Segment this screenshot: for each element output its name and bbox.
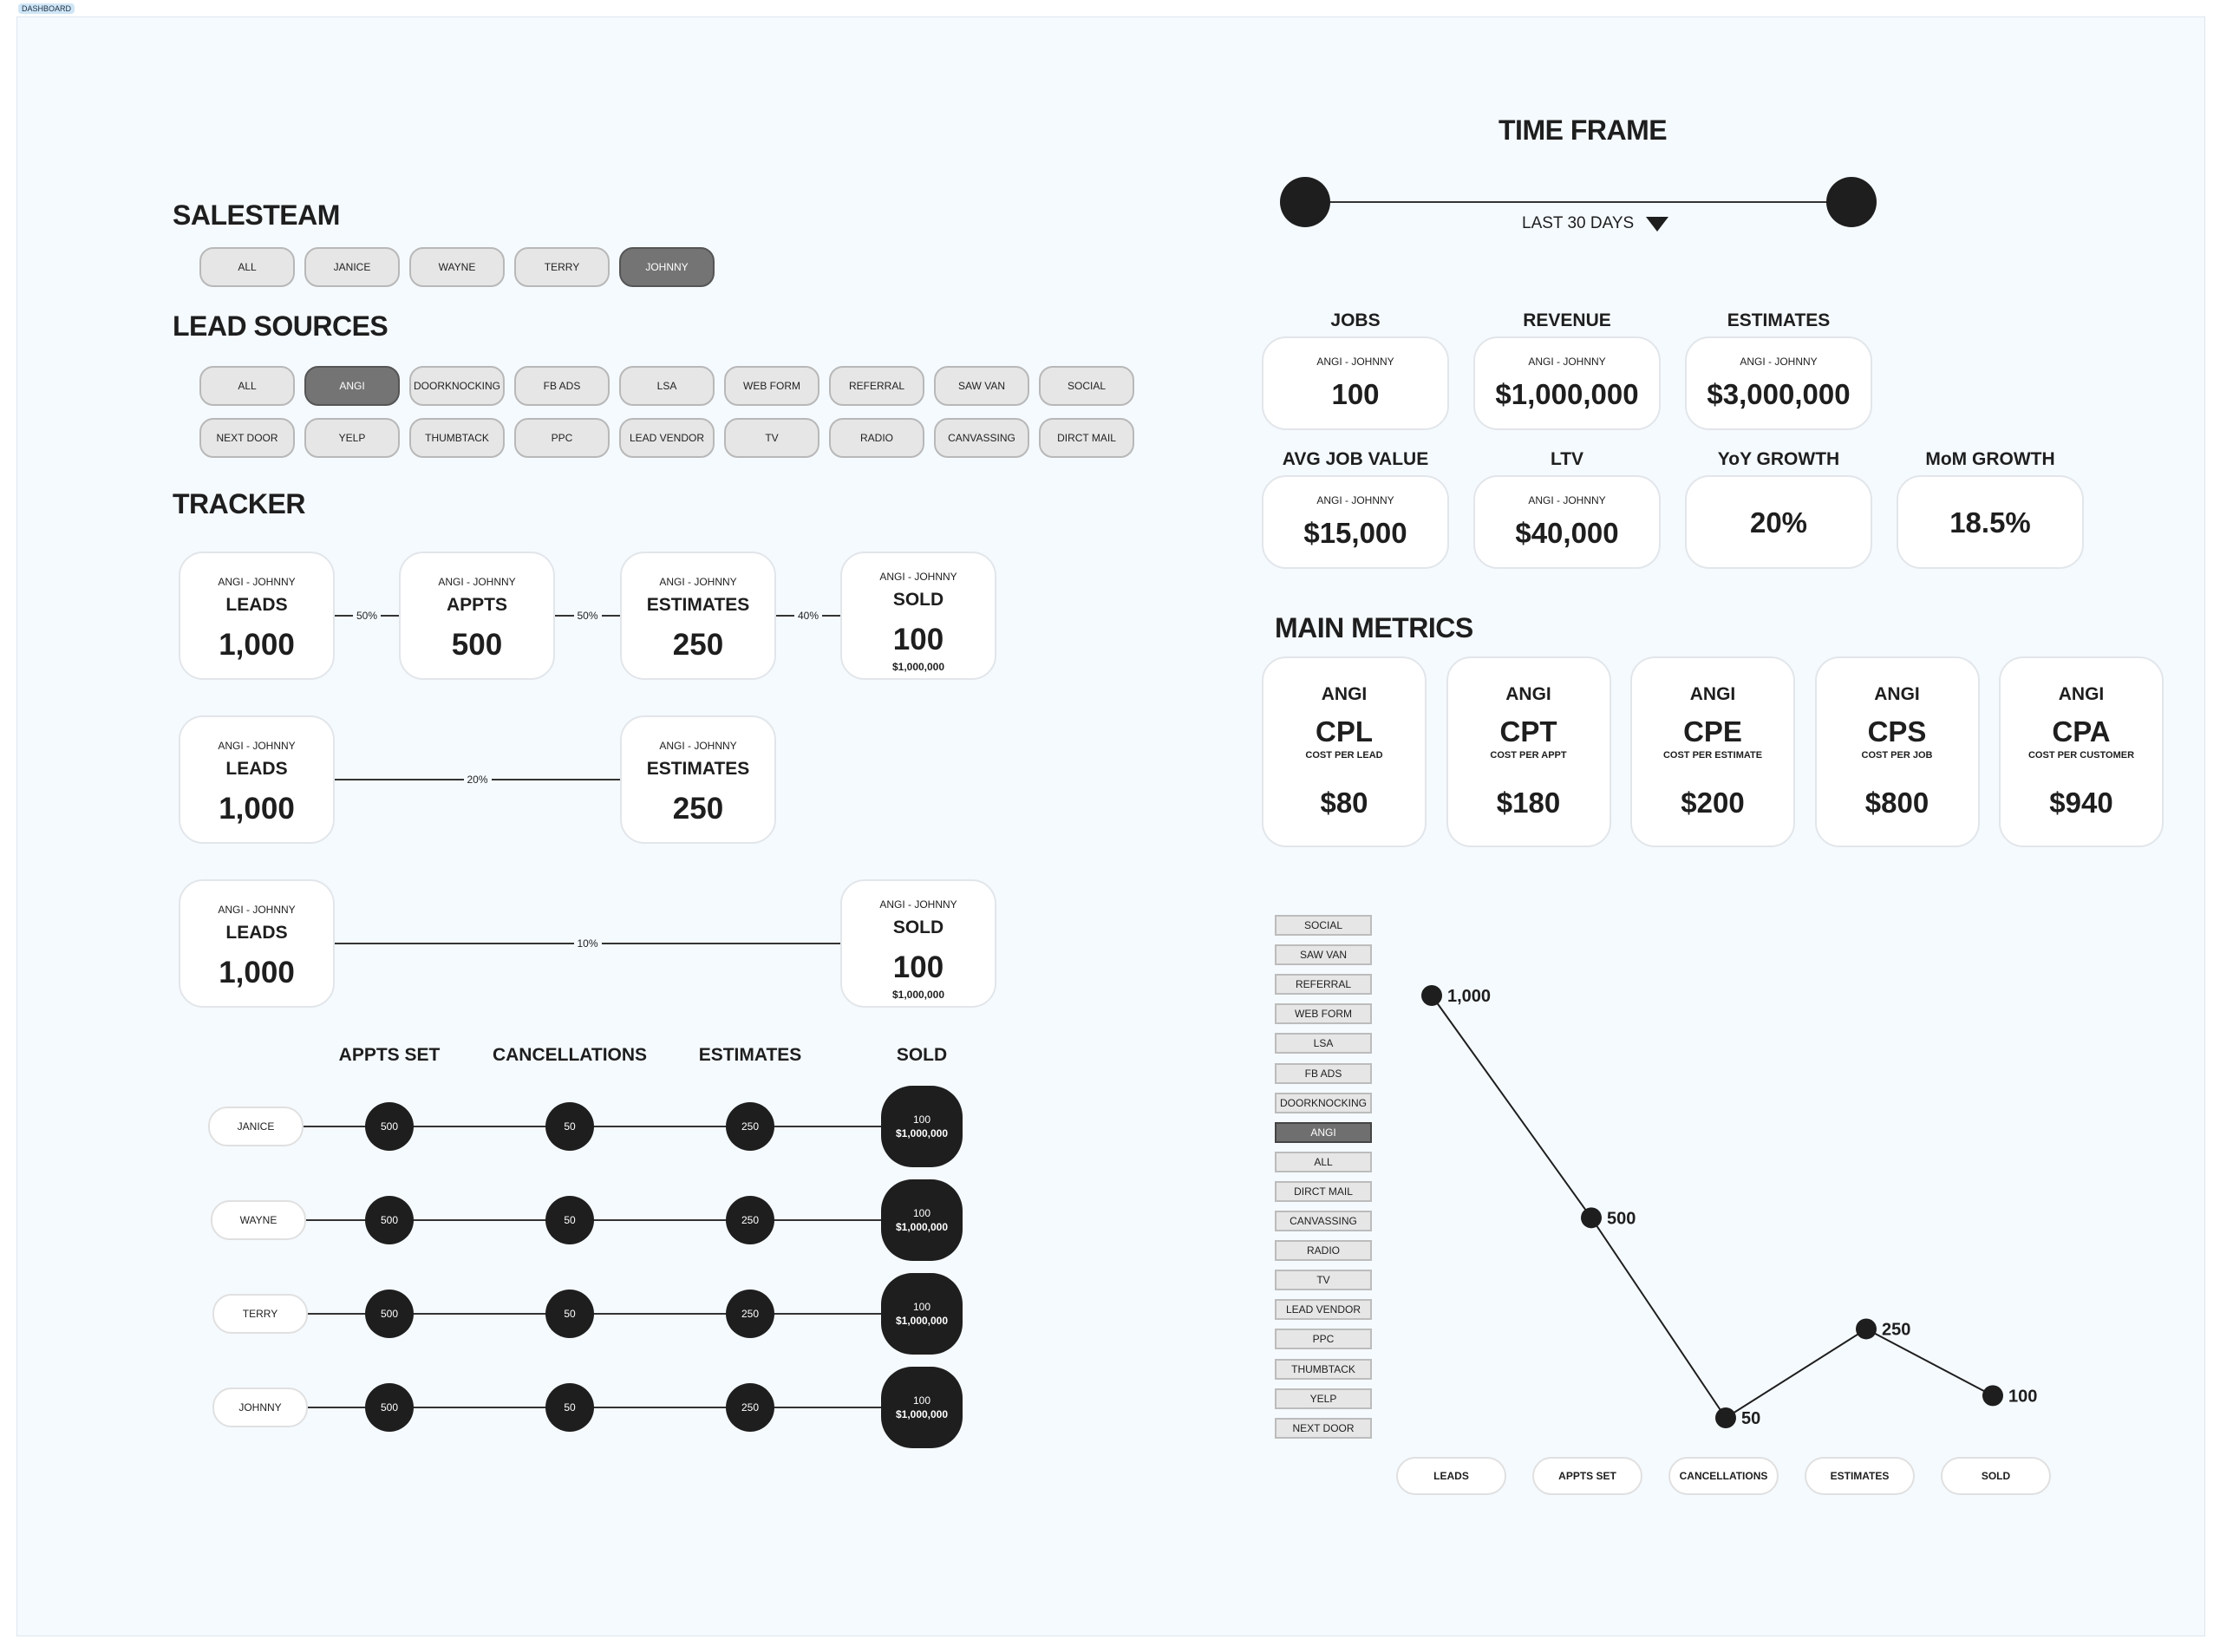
metric-description: COST PER APPT: [1490, 750, 1567, 761]
rep-sold-count: 100: [912, 1113, 931, 1126]
rep-name-terry[interactable]: TERRY: [212, 1294, 308, 1334]
kpi-revenue-label: REVENUE: [1523, 310, 1611, 330]
metric-value: $180: [1496, 787, 1561, 819]
tracker-card-estimates: [620, 715, 776, 844]
tracker-card-value: 100: [892, 950, 944, 984]
metric-code: CPA: [2052, 715, 2111, 748]
lead-source-saw-van[interactable]: SAW VAN: [934, 366, 1029, 406]
rep-cancellations: 50: [545, 1196, 594, 1244]
tracker-card-label: SOLD: [892, 917, 944, 937]
tracker-card-leads: [179, 552, 335, 680]
chart-source-yelp[interactable]: YELP: [1275, 1388, 1372, 1409]
time-frame-slider-track: [1305, 201, 1851, 203]
lead-source-lsa[interactable]: LSA: [619, 366, 715, 406]
chart-source-dirct-mail[interactable]: DIRCT MAIL: [1275, 1181, 1372, 1202]
rep-sold: [881, 1086, 963, 1167]
tracker-card-appts: [399, 552, 555, 680]
metric-value: $200: [1681, 787, 1745, 819]
tracker-card-value: 250: [672, 628, 724, 662]
salesteam-option-terry[interactable]: TERRY: [514, 247, 610, 287]
metric-card-cps: [1815, 656, 1980, 847]
salesteam-title: SALESTEAM: [173, 199, 340, 231]
lead-source-next-door[interactable]: NEXT DOOR: [199, 418, 295, 458]
tracker-conversion-rate: 40%: [794, 610, 822, 622]
rep-sold-count: 100: [912, 1207, 931, 1219]
rep-name-wayne[interactable]: WAYNE: [211, 1200, 306, 1240]
rep-appts-set: 500: [365, 1290, 414, 1338]
lead-source-all[interactable]: ALL: [199, 366, 295, 406]
metric-card-cpa: [1999, 656, 2164, 847]
kpi-revenue: [1473, 336, 1661, 430]
rep-sold-amount: $1,000,000: [895, 1408, 949, 1420]
tracker-card-value: 1,000: [219, 792, 295, 826]
tracker-card-label: ESTIMATES: [646, 595, 750, 615]
tracker-card-estimates: [620, 552, 776, 680]
metric-source: ANGI: [2058, 684, 2105, 704]
rep-sold-amount: $1,000,000: [895, 1315, 949, 1327]
kpi-avg-job-value-label: AVG JOB VALUE: [1282, 449, 1429, 469]
time-frame-title: TIME FRAME: [1498, 114, 1668, 146]
metric-description: COST PER CUSTOMER: [2027, 750, 2135, 761]
chart-data-label: 500: [1607, 1209, 1636, 1229]
chart-data-label: 1,000: [1447, 987, 1492, 1006]
chart-source-radio[interactable]: RADIO: [1275, 1240, 1372, 1261]
kpi-jobs-subtitle: ANGI - JOHNNY: [1316, 356, 1394, 368]
rep-estimates: 250: [726, 1196, 774, 1244]
tracker-conversion-rate: 50%: [353, 610, 381, 622]
tracker-card-subtitle: ANGI - JOHNNY: [218, 904, 296, 916]
rep-estimates: 250: [726, 1102, 774, 1151]
kpi-estimates: [1685, 336, 1872, 430]
lead-source-social[interactable]: SOCIAL: [1039, 366, 1134, 406]
lead-source-fb-ads[interactable]: FB ADS: [514, 366, 610, 406]
main-metrics-title: MAIN METRICS: [1275, 612, 1473, 643]
rep-cancellations: 50: [545, 1290, 594, 1338]
kpi-jobs-label: JOBS: [1330, 310, 1381, 330]
kpi-jobs-value: 100: [1331, 378, 1380, 410]
tracker-card-subtitle: ANGI - JOHNNY: [879, 571, 957, 583]
chevron-down-icon: [1646, 217, 1668, 232]
chart-data-label: 50: [1741, 1409, 1761, 1428]
rep-sold: [881, 1273, 963, 1355]
lead-source-canvassing[interactable]: CANVASSING: [934, 418, 1029, 458]
kpi-ltv-label: LTV: [1550, 449, 1584, 469]
chart-source-ppc[interactable]: PPC: [1275, 1329, 1372, 1349]
lead-source-doorknocking[interactable]: DOORKNOCKING: [409, 366, 505, 406]
chart-data-label: 100: [2008, 1387, 2038, 1407]
lead-source-tv[interactable]: TV: [724, 418, 819, 458]
frame-tag: DASHBOARD: [18, 3, 75, 14]
kpi-yoy-growth: [1685, 475, 1872, 569]
kpi-estimates-label: ESTIMATES: [1727, 310, 1831, 330]
tracker-card-subtitle: ANGI - JOHNNY: [438, 576, 516, 588]
salesteam-option-wayne[interactable]: WAYNE: [409, 247, 505, 287]
tracker-card-label: ESTIMATES: [646, 759, 750, 779]
salesteam-option-all[interactable]: ALL: [199, 247, 295, 287]
lead-sources-title: LEAD SOURCES: [173, 310, 388, 342]
chart-source-next-door[interactable]: NEXT DOOR: [1275, 1418, 1372, 1439]
metric-code: CPE: [1683, 715, 1742, 748]
chart-source-referral[interactable]: REFERRAL: [1275, 974, 1372, 995]
tracker-conversion-rate: 20%: [463, 774, 491, 786]
chart-source-fb-ads[interactable]: FB ADS: [1275, 1063, 1372, 1084]
tracker-card-value: 500: [451, 628, 503, 662]
metric-value: $940: [2049, 787, 2113, 819]
rep-table-header-sold: SOLD: [896, 1045, 948, 1065]
tracker-card-label: LEADS: [225, 595, 288, 615]
rep-estimates: 250: [726, 1290, 774, 1338]
kpi-revenue-value: $1,000,000: [1495, 378, 1639, 410]
chart-x-button-sold[interactable]: SOLD: [1941, 1457, 2051, 1495]
kpi-avg-job-value-value: $15,000: [1303, 517, 1407, 549]
chart-source-saw-van[interactable]: SAW VAN: [1275, 944, 1372, 965]
lead-source-dirct-mail[interactable]: DIRCT MAIL: [1039, 418, 1134, 458]
chart-source-all[interactable]: ALL: [1275, 1152, 1372, 1172]
kpi-mom-growth: [1897, 475, 2084, 569]
metric-source: ANGI: [1689, 684, 1736, 704]
tracker-card-sold: [840, 552, 996, 680]
rep-appts-set: 500: [365, 1383, 414, 1432]
kpi-jobs: [1262, 336, 1449, 430]
metric-description: COST PER LEAD: [1305, 750, 1383, 761]
rep-cancellations: 50: [545, 1383, 594, 1432]
tracker-conversion-rate: 50%: [573, 610, 601, 622]
metric-value: $800: [1864, 787, 1929, 819]
rep-name-janice[interactable]: JANICE: [208, 1107, 304, 1146]
chart-x-button-estimates[interactable]: ESTIMATES: [1805, 1457, 1915, 1495]
chart-source-doorknocking[interactable]: DOORKNOCKING: [1275, 1093, 1372, 1113]
rep-sold: [881, 1179, 963, 1261]
kpi-estimates-subtitle: ANGI - JOHNNY: [1740, 356, 1818, 368]
rep-sold-count: 100: [912, 1301, 931, 1313]
metric-card-cpt: [1446, 656, 1611, 847]
salesteam-option-janice[interactable]: JANICE: [304, 247, 400, 287]
tracker-card-subtitle: ANGI - JOHNNY: [659, 740, 737, 752]
lead-source-ppc[interactable]: PPC: [514, 418, 610, 458]
chart-source-angi[interactable]: ANGI: [1275, 1122, 1372, 1143]
salesteam-option-johnny[interactable]: JOHNNY: [619, 247, 715, 287]
chart-source-web-form[interactable]: WEB FORM: [1275, 1003, 1372, 1024]
tracker-card-value: 1,000: [219, 956, 295, 989]
chart-source-thumbtack[interactable]: THUMBTACK: [1275, 1359, 1372, 1380]
rep-sold-amount: $1,000,000: [895, 1127, 949, 1139]
tracker-card-value: 100: [892, 623, 944, 656]
tracker-card-subtitle: ANGI - JOHNNY: [218, 740, 296, 752]
tracker-card-amount: $1,000,000: [891, 661, 945, 673]
time-frame-dropdown[interactable]: [1522, 214, 1668, 233]
tracker-card-sold: [840, 879, 996, 1008]
metric-description: COST PER JOB: [1861, 750, 1933, 761]
kpi-mom-growth-value: 18.5%: [1949, 506, 2031, 539]
kpi-yoy-growth-value: 20%: [1749, 506, 1808, 539]
metric-card-cpe: [1630, 656, 1795, 847]
lead-source-angi[interactable]: ANGI: [304, 366, 400, 406]
tracker-card-leads: [179, 715, 335, 844]
lead-source-radio[interactable]: RADIO: [829, 418, 924, 458]
chart-source-tv[interactable]: TV: [1275, 1270, 1372, 1290]
chart-source-lsa[interactable]: LSA: [1275, 1033, 1372, 1054]
tracker-card-value: 250: [672, 792, 724, 826]
lead-source-yelp[interactable]: YELP: [304, 418, 400, 458]
tracker-card-label: LEADS: [225, 923, 288, 943]
rep-name-johnny[interactable]: JOHNNY: [212, 1388, 308, 1427]
time-frame-end-handle[interactable]: [1826, 177, 1877, 227]
chart-x-button-cancellations[interactable]: CANCELLATIONS: [1668, 1457, 1779, 1495]
metric-source: ANGI: [1874, 684, 1920, 704]
tracker-card-subtitle: ANGI - JOHNNY: [879, 898, 957, 911]
tracker-card-value: 1,000: [219, 628, 295, 662]
rep-table-header-estimates: ESTIMATES: [698, 1045, 802, 1065]
metric-source: ANGI: [1505, 684, 1551, 704]
rep-appts-set: 500: [365, 1102, 414, 1151]
tracker-card-label: SOLD: [892, 590, 944, 610]
chart-source-canvassing[interactable]: CANVASSING: [1275, 1211, 1372, 1231]
tracker-title: TRACKER: [173, 488, 305, 519]
kpi-yoy-growth-label: YoY GROWTH: [1717, 449, 1840, 469]
chart-source-lead-vendor[interactable]: LEAD VENDOR: [1275, 1299, 1372, 1320]
kpi-ltv: [1473, 475, 1661, 569]
metric-code: CPS: [1867, 715, 1927, 748]
chart-x-button-appts-set[interactable]: APPTS SET: [1532, 1457, 1642, 1495]
kpi-estimates-value: $3,000,000: [1707, 378, 1851, 410]
rep-table-header-appts-set: APPTS SET: [338, 1045, 441, 1065]
tracker-card-label: LEADS: [225, 759, 288, 779]
metric-description: COST PER ESTIMATE: [1662, 750, 1763, 761]
time-frame-selected-value: LAST 30 DAYS: [1522, 214, 1635, 232]
lead-source-web-form[interactable]: WEB FORM: [724, 366, 819, 406]
lead-source-thumbtack[interactable]: THUMBTACK: [409, 418, 505, 458]
tracker-conversion-rate: 10%: [573, 937, 601, 950]
kpi-ltv-subtitle: ANGI - JOHNNY: [1528, 494, 1606, 506]
chart-source-social[interactable]: SOCIAL: [1275, 915, 1372, 936]
tracker-card-amount: $1,000,000: [891, 989, 945, 1001]
rep-estimates: 250: [726, 1383, 774, 1432]
lead-source-referral[interactable]: REFERRAL: [829, 366, 924, 406]
lead-source-lead-vendor[interactable]: LEAD VENDOR: [619, 418, 715, 458]
metric-value: $80: [1320, 787, 1368, 819]
metric-card-cpl: [1262, 656, 1427, 847]
kpi-avg-job-value-subtitle: ANGI - JOHNNY: [1316, 494, 1394, 506]
tracker-card-label: APPTS: [446, 595, 507, 615]
rep-sold: [881, 1367, 963, 1448]
metric-source: ANGI: [1321, 684, 1368, 704]
tracker-card-subtitle: ANGI - JOHNNY: [659, 576, 737, 588]
kpi-avg-job-value: [1262, 475, 1449, 569]
time-frame-start-handle[interactable]: [1280, 177, 1330, 227]
rep-sold-amount: $1,000,000: [895, 1221, 949, 1233]
kpi-revenue-subtitle: ANGI - JOHNNY: [1528, 356, 1606, 368]
tracker-card-leads: [179, 879, 335, 1008]
rep-table-header-cancellations: CANCELLATIONS: [492, 1045, 648, 1065]
tracker-card-subtitle: ANGI - JOHNNY: [218, 576, 296, 588]
rep-cancellations: 50: [545, 1102, 594, 1151]
rep-appts-set: 500: [365, 1196, 414, 1244]
chart-data-label: 250: [1882, 1320, 1911, 1340]
rep-sold-count: 100: [912, 1394, 931, 1407]
kpi-mom-growth-label: MoM GROWTH: [1925, 449, 2055, 469]
metric-code: CPT: [1499, 715, 1557, 748]
chart-x-button-leads[interactable]: LEADS: [1396, 1457, 1506, 1495]
metric-code: CPL: [1316, 715, 1373, 748]
kpi-ltv-value: $40,000: [1515, 517, 1619, 549]
